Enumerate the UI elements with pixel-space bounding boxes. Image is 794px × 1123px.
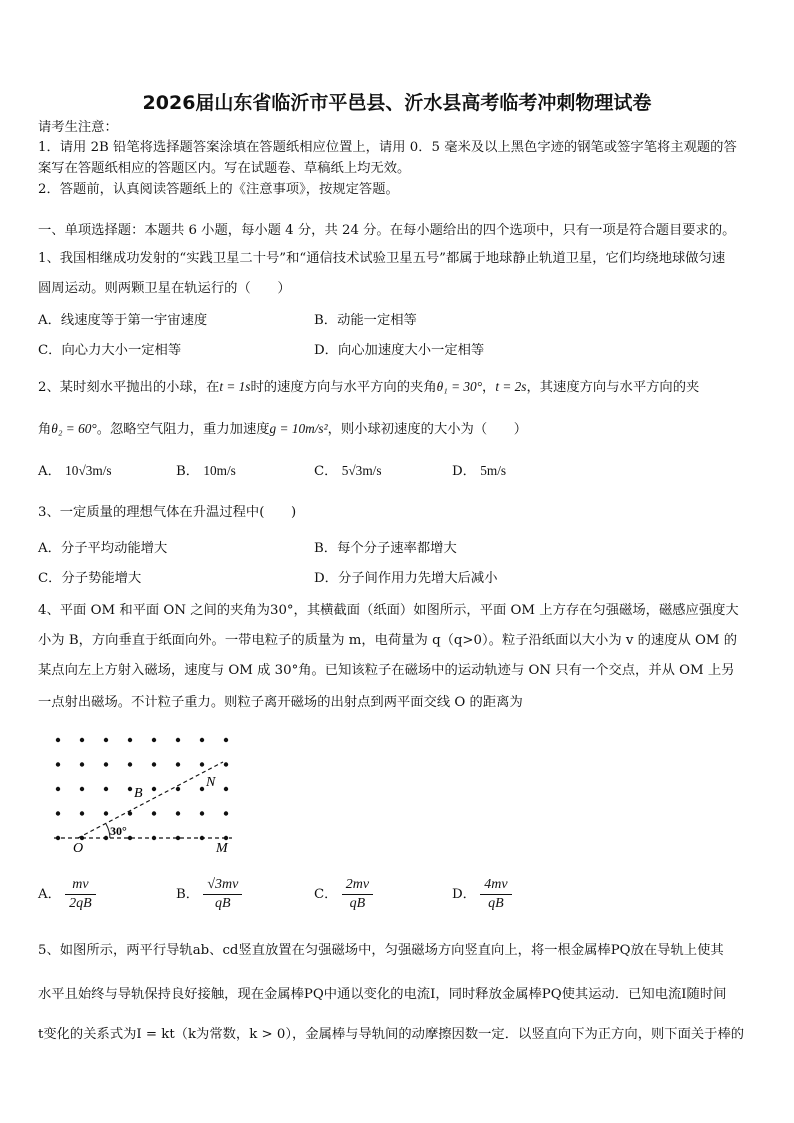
q2-option-a-label: A． [38,464,61,479]
q2-option-c-label: C． [314,464,338,479]
q2-text: ，则小球初速度的大小为（ ） [327,422,528,437]
q1-option-d: D．向心加速度大小一定相等 [314,343,485,358]
notice-item-2: 2．答题前，认真阅读答题纸上的《注意事项》，按规定答题。 [38,182,399,197]
field-dot [152,787,156,791]
q2-text: 角 [38,422,52,437]
notice-heading: 请考生注意： [38,120,118,135]
q2-math: θ₁ = 30° [436,379,483,394]
q2-text: ， [482,380,496,395]
field-dot [176,738,180,742]
q3-option-c: C．分子势能增大 [38,571,142,586]
q2-stem-line2 [38,420,527,439]
q2-math: θ₂ = 60° [51,421,97,436]
q2-option-b [176,462,236,481]
q2-text: 。忽略空气阻力，重力加速度 [96,422,270,437]
plane-on-line [78,762,223,838]
denominator: qB [215,896,231,911]
q5-stem-line2: 水平且始终与导轨保持良好接触，现在金属棒PQ中通以变化的电流I，同时释放金属棒PQ使其运动．已知电流I随时间 [38,987,727,1002]
angle-label: 30° [110,824,127,838]
field-dot [80,787,84,791]
q2-text: ，其速度方向与水平方向的夹 [526,380,700,395]
field-dot [224,787,228,791]
q2-text: 2、某时刻水平抛出的小球，在 [38,380,220,395]
point-n-label: N [206,775,216,790]
field-dot [152,762,156,766]
notice-item-1-cont: 案写在答题纸相应的答题区内。写在试题卷、草稿纸上均无效。 [38,161,411,176]
q4-stem-line1: 4、平面 OM 和平面 ON 之间的夹角为30°，其横截面（纸面）如图所示，平面 OM 上方存在匀强磁场，磁感应强度大 [38,603,739,618]
denominator: qB [488,896,504,911]
field-dot [224,762,228,766]
q2-math: t = 1s [219,379,251,394]
q4-option-a-fraction [65,876,96,913]
field-dot [128,787,132,791]
q4-option-c [314,876,373,913]
q1-stem-line1: 1、我国相继成功发射的“实践卫星二十号”和“通信技术试验卫星五号”都属于地球静止轨道卫星，它们均绕地球做匀速 [38,251,726,266]
q2-text: 时的速度方向与水平方向的夹角 [250,380,437,395]
field-dot [104,787,108,791]
q1-stem-line2: 圆周运动。则两颗卫星在轨运行的（ ） [38,281,291,296]
q4-option-d-label: D． [452,887,476,902]
field-dot [104,762,108,766]
numerator: mv [65,876,96,895]
field-dot [152,811,156,815]
q1-option-a: A．线速度等于第一宇宙速度 [38,313,208,328]
field-dot [176,787,180,791]
q2-option-d-value: 5m/s [480,463,507,478]
q4-stem-line2: 小为 B，方向垂直于纸面向外。一带电粒子的质量为 m，电荷量为 q（q>0）。粒子沿纸面以大小为 v 的速度从 OM 的 [38,633,738,648]
point-m-label: M [216,841,228,856]
point-o-label: O [73,841,84,856]
q1-option-b: B．动能一定相等 [314,313,417,328]
q2-option-a [38,462,112,481]
field-dot [128,738,132,742]
point-b-label: B [134,786,143,801]
q3-option-b: B．每个分子速率都增大 [314,541,457,556]
field-dot [56,762,60,766]
page-title: 2026届山东省临沂市平邑县、沂水县高考临考冲刺物理试卷 [142,92,652,114]
q4-option-a [38,876,96,913]
q4-option-d [452,876,512,913]
field-dot [104,811,108,815]
q4-option-b-label: B． [176,887,200,902]
denominator: qB [349,896,366,911]
q2-stem-line1 [38,378,699,397]
q2-option-d-label: D． [452,464,476,479]
q4-figure [40,728,250,858]
q1-option-c: C．向心力大小一定相等 [38,343,182,358]
field-dot [200,811,204,815]
field-dot [200,738,204,742]
q3-option-d: D．分子间作用力先增大后减小 [314,571,498,586]
field-dot [200,762,204,766]
field-dot [56,787,60,791]
field-dot [224,811,228,815]
q2-option-b-label: B． [176,464,200,479]
q4-stem-line4: 一点射出磁场。不计粒子重力。则粒子离开磁场的出射点到两平面交线 O 的距离为 [38,695,523,710]
q3-option-a: A．分子平均动能增大 [38,541,168,556]
q2-option-a-value: 10√3m/s [65,463,112,478]
q4-option-c-label: C． [314,887,338,902]
field-dot [224,738,228,742]
field-dot [128,762,132,766]
field-dot [56,811,60,815]
field-dot [176,811,180,815]
numerator: 2mv [342,876,373,895]
field-dot [200,787,204,791]
notice-item-1: 1．请用 2B 铅笔将选择题答案涂填在答题纸相应位置上，请用 0．5 毫米及以上黑色字迹的钢笔或签字笔将主观题的答 [38,140,737,155]
q2-option-c-value: 5√3m/s [341,463,382,478]
section-heading: 一、单项选择题：本题共 6 小题，每小题 4 分，共 24 分。在每小题给出的四个选项中，只有一项是符合题目要求的。 [38,223,736,238]
q2-math: g = 10m/s² [269,421,328,436]
q4-option-d-fraction [480,876,511,913]
field-dot [56,738,60,742]
field-dot [152,738,156,742]
q5-stem-line1: 5、如图所示，两平行导轨ab、cd竖直放置在匀强磁场中，匀强磁场方向竖直向上，将一根金属棒PQ放在导轨上使其 [38,943,724,958]
field-dot [104,738,108,742]
q2-option-c [314,462,382,481]
field-dot [176,762,180,766]
field-dot [80,811,84,815]
field-dot [80,762,84,766]
q4-stem-line3: 某点向左上方射入磁场，速度与 OM 成 30°角。已知该粒子在磁场中的运动轨迹与 ON 只有一个交点，并从 OM 上另 [38,663,735,678]
numerator: √3mv [203,876,242,895]
field-dot [80,738,84,742]
q4-option-a-label: A． [38,887,61,902]
q2-option-b-value: 10m/s [203,463,236,478]
denominator: 2qB [69,896,92,911]
q2-option-d [452,462,506,481]
q4-option-b-fraction [203,876,242,913]
q2-math: t = 2s [495,379,527,394]
q4-option-c-fraction [342,876,373,913]
numerator: 4mv [480,876,511,895]
q3-stem: 3、一定质量的理想气体在升温过程中( ) [38,505,297,520]
q5-stem-line3: t变化的关系式为I = kt（k为常数，k > 0），金属棒与导轨间的动摩擦因数一定．以竖直向下为正方向，则下面关于棒的 [38,1027,745,1042]
q4-option-b [176,876,242,913]
